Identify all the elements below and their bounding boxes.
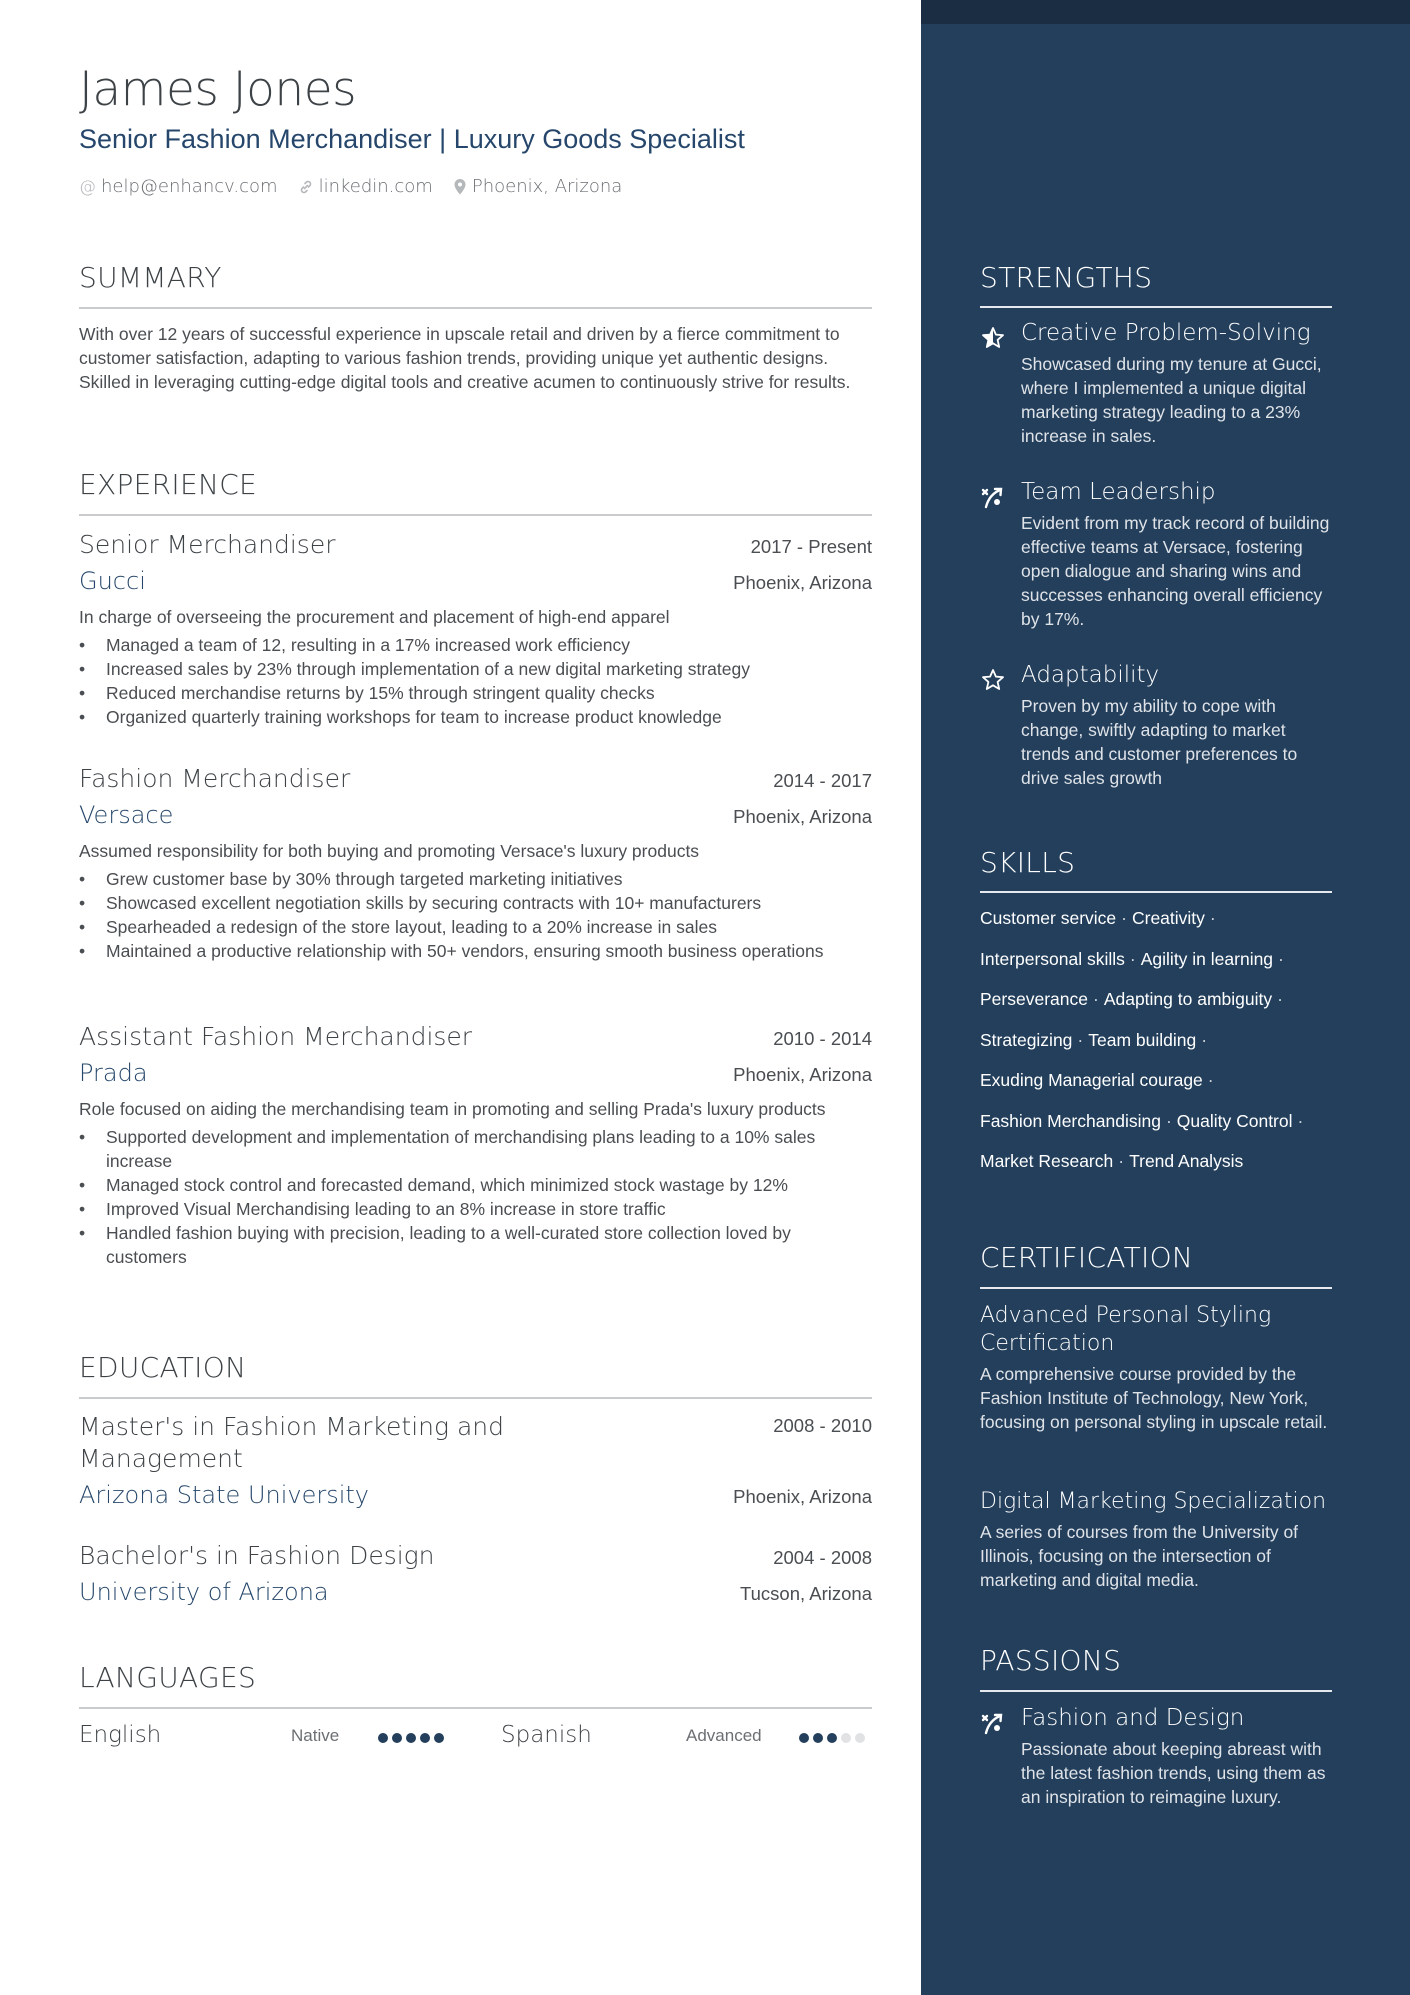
rating-dot-filled: [406, 1733, 416, 1743]
job-bullet: • Managed stock control and forecasted demand, which minimized stock wastage by 12%: [79, 1173, 872, 1197]
job-dates: 2010 - 2014: [773, 1028, 872, 1049]
job-location: Phoenix, Arizona: [733, 806, 872, 827]
skill-item: Quality Control: [1176, 1110, 1293, 1131]
passion-title: Fashion and Design: [1021, 1705, 1245, 1731]
rating-dot-filled: [434, 1733, 444, 1743]
skills-line: [980, 1028, 1332, 1069]
skill-separator: ·: [1121, 908, 1127, 928]
job-bullets: [79, 1125, 872, 1269]
rating-dot-filled: [378, 1733, 388, 1743]
job-title: Assistant Fashion Merchandiser: [79, 1022, 473, 1051]
experience-heading: EXPERIENCE: [79, 468, 258, 501]
strength-item: [980, 320, 1332, 448]
job-title: Fashion Merchandiser: [79, 764, 351, 793]
contact-row: [79, 176, 642, 197]
skill-separator: ·: [1118, 1151, 1125, 1171]
skill-item: Exuding Managerial courage: [980, 1070, 1203, 1090]
skill-separator: ·: [1297, 1110, 1304, 1131]
skill-item: Customer service: [980, 908, 1117, 928]
language-name: English: [79, 1722, 162, 1748]
job-bullet: • Reduced merchandise returns by 15% through stringent quality checks: [79, 681, 872, 705]
job-bullet: • Improved Visual Merchandising leading to an 8% increase in store traffic: [79, 1197, 872, 1221]
skills-line: [980, 947, 1332, 988]
contact-location-text: Phoenix, Arizona: [471, 176, 623, 197]
certification-heading: CERTIFICATION: [980, 1241, 1194, 1274]
strategy-arrow-icon: [980, 485, 1006, 509]
summary-divider: [79, 307, 872, 309]
job-description: Assumed responsibility for both buying and promoting Versace's luxury products: [79, 841, 700, 861]
rating-dot-filled: [827, 1733, 837, 1743]
language-level: Native: [291, 1726, 340, 1745]
education-entry: [79, 1411, 872, 1509]
skill-separator: ·: [1129, 948, 1136, 969]
passion-description: Passionate about keeping abreast with the latest fashion trends, using them as an inspiration to reimagine luxury.: [1021, 1739, 1326, 1807]
contact-linkedin-text: linkedin.com: [318, 176, 433, 197]
strengths-divider: [980, 306, 1332, 308]
job-bullet: • Spearheaded a redesign of the store layout, leading to a 20% increase in sales: [79, 915, 872, 939]
job-bullet: • Handled fashion buying with precision, leading to a well-curated store collection loved by customers: [79, 1221, 872, 1269]
star-outline-icon: [980, 668, 1006, 692]
skill-item: Fashion Merchandising: [980, 1110, 1161, 1131]
sidebar-top-band: [921, 0, 1410, 24]
skills-line: [980, 1109, 1332, 1150]
certification-title: Digital Marketing Specialization: [980, 1489, 1327, 1514]
rating-dot-filled: [813, 1733, 823, 1743]
skill-separator: ·: [1165, 1110, 1172, 1131]
candidate-name: James Jones: [79, 62, 357, 117]
degree-title: Bachelor's in Fashion Design: [79, 1541, 435, 1570]
skill-item: Adapting to ambiguity: [1103, 989, 1273, 1009]
certification-item: [980, 1302, 1332, 1434]
skill-item: Perseverance: [980, 989, 1088, 1009]
certification-description: A comprehensive course provided by the Fashion Institute of Technology, New York, focusing on personal styling in upscale retail.: [980, 1364, 1328, 1432]
job-dates: 2017 - Present: [750, 536, 872, 557]
contact-location: [453, 176, 622, 197]
strength-description: Showcased during my tenure at Gucci, where I implemented a unique digital marketing strategy leading to a 23% increase in sales.: [1021, 354, 1322, 446]
job-bullet: • Managed a team of 12, resulting in a 17% increased work efficiency: [79, 633, 872, 657]
skill-item: Strategizing: [980, 1029, 1073, 1050]
strengths-heading: STRENGTHS: [980, 261, 1153, 294]
company-name: Versace: [79, 801, 174, 829]
summary-heading: SUMMARY: [79, 261, 222, 294]
job-bullet: • Maintained a productive relationship with 50+ vendors, ensuring smooth business operations: [79, 939, 872, 963]
education-dates: 2008 - 2010: [773, 1415, 872, 1436]
skills-heading: SKILLS: [980, 846, 1076, 879]
certification-description: A series of courses from the University of Illinois, focusing on the intersection of marketing and digital media.: [980, 1522, 1299, 1590]
contact-linkedin[interactable]: [298, 176, 433, 197]
skill-separator: ·: [1201, 1029, 1208, 1050]
link-icon: [298, 179, 314, 195]
languages-divider: [79, 1707, 872, 1709]
skills-list: [980, 906, 1332, 1190]
strength-title: Creative Problem-Solving: [1021, 320, 1311, 346]
strength-title: Adaptability: [1021, 662, 1160, 688]
passion-item: [980, 1705, 1332, 1809]
language-name: Spanish: [501, 1722, 592, 1748]
skill-separator: ·: [1207, 1070, 1214, 1090]
education-location: Phoenix, Arizona: [733, 1486, 872, 1507]
location-pin-icon: [453, 178, 467, 196]
education-heading: EDUCATION: [79, 1351, 247, 1384]
rating-dot-filled: [799, 1733, 809, 1743]
strength-description: Proven by my ability to cope with change, swiftly adapting to market trends and customer preferences to drive sales growth: [1021, 696, 1298, 788]
experience-entry: [79, 1022, 872, 1269]
education-entry: [79, 1541, 872, 1606]
skills-line: [980, 906, 1332, 947]
job-bullets: [79, 867, 872, 963]
half-star-icon: [980, 326, 1006, 350]
strength-title: Team Leadership: [1021, 479, 1216, 505]
rating-dot-empty: [855, 1733, 865, 1743]
job-title: Senior Merchandiser: [79, 530, 336, 559]
certification-title: Advanced Personal Styling Certification: [980, 1303, 1272, 1356]
job-dates: 2014 - 2017: [773, 770, 872, 791]
skill-item: Interpersonal skills: [980, 948, 1125, 969]
strategy-arrow-icon: [980, 1711, 1006, 1735]
school-name: University of Arizona: [79, 1578, 329, 1606]
skill-item: Agility in learning: [1140, 948, 1274, 969]
rating-dot-filled: [392, 1733, 402, 1743]
language-level: Advanced: [686, 1726, 762, 1745]
skill-separator: ·: [1077, 1029, 1084, 1050]
certification-divider: [980, 1287, 1332, 1289]
skills-line: [980, 987, 1332, 1028]
strength-description: Evident from my track record of building effective teams at Versace, fostering open dialogue and sharing wins and successes enhancing overall efficiency by 17%.: [1021, 513, 1330, 629]
company-name: Gucci: [79, 567, 146, 595]
skill-item: Trend Analysis: [1129, 1151, 1244, 1171]
education-dates: 2004 - 2008: [773, 1547, 872, 1568]
rating-dot-empty: [841, 1733, 851, 1743]
experience-divider: [79, 514, 872, 516]
passions-heading: PASSIONS: [980, 1644, 1122, 1677]
contact-email-text: help@enhancv.com: [101, 176, 278, 197]
job-bullet: • Increased sales by 23% through implementation of a new digital marketing strategy: [79, 657, 872, 681]
skill-item: Creativity: [1131, 908, 1205, 928]
job-bullet: • Grew customer base by 30% through targeted marketing initiatives: [79, 867, 872, 891]
language-rating: [799, 1733, 865, 1743]
candidate-headline: Senior Fashion Merchandiser | Luxury Goods Specialist: [79, 124, 745, 154]
education-divider: [79, 1397, 872, 1399]
skill-separator: ·: [1209, 908, 1216, 928]
job-bullet: • Organized quarterly training workshops for team to increase product knowledge: [79, 705, 872, 729]
education-location: Tucson, Arizona: [740, 1583, 872, 1604]
summary-text: With over 12 years of successful experience in upscale retail and driven by a fierce commitment to customer satisfaction, adapting to various fashion trends, providing unique yet authentic designs. Skilled in leveraging cutting-edge digital tools and creative acumen to continuously strive for results.: [79, 324, 851, 392]
company-name: Prada: [79, 1059, 148, 1087]
skill-separator: ·: [1277, 989, 1283, 1009]
sidebar: [921, 0, 1410, 1995]
job-bullet: • Showcased excellent negotiation skills by securing contracts with 10+ manufacturers: [79, 891, 872, 915]
job-bullet: • Supported development and implementation of merchandising plans leading to a 10% sales increase: [79, 1125, 872, 1173]
certification-item: [980, 1488, 1332, 1592]
rating-dot-filled: [420, 1733, 430, 1743]
skills-line: [980, 1149, 1332, 1190]
skill-item: Team building: [1088, 1029, 1197, 1050]
school-name: Arizona State University: [79, 1481, 370, 1509]
job-location: Phoenix, Arizona: [733, 1064, 872, 1085]
at-icon: @: [79, 176, 96, 197]
experience-entry: [79, 530, 872, 729]
job-description: Role focused on aiding the merchandising team in promoting and selling Prada's luxury products: [79, 1099, 826, 1119]
experience-entry: [79, 764, 872, 963]
skill-separator: ·: [1278, 948, 1284, 969]
degree-title: Master's in Fashion Marketing and Management: [79, 1412, 504, 1473]
contact-email[interactable]: [79, 176, 278, 197]
skill-item: Market Research: [980, 1151, 1114, 1171]
skill-separator: ·: [1092, 989, 1099, 1009]
language-rating: [378, 1733, 444, 1743]
job-description: In charge of overseeing the procurement and placement of high-end apparel: [79, 607, 670, 627]
languages-heading: LANGUAGES: [79, 1661, 257, 1694]
job-location: Phoenix, Arizona: [733, 572, 872, 593]
passions-divider: [980, 1690, 1332, 1692]
strength-item: [980, 479, 1332, 631]
skills-line: [980, 1068, 1332, 1109]
languages-row: [79, 1722, 872, 1754]
strength-item: [980, 662, 1332, 790]
skills-divider: [980, 891, 1332, 893]
job-bullets: [79, 633, 872, 729]
